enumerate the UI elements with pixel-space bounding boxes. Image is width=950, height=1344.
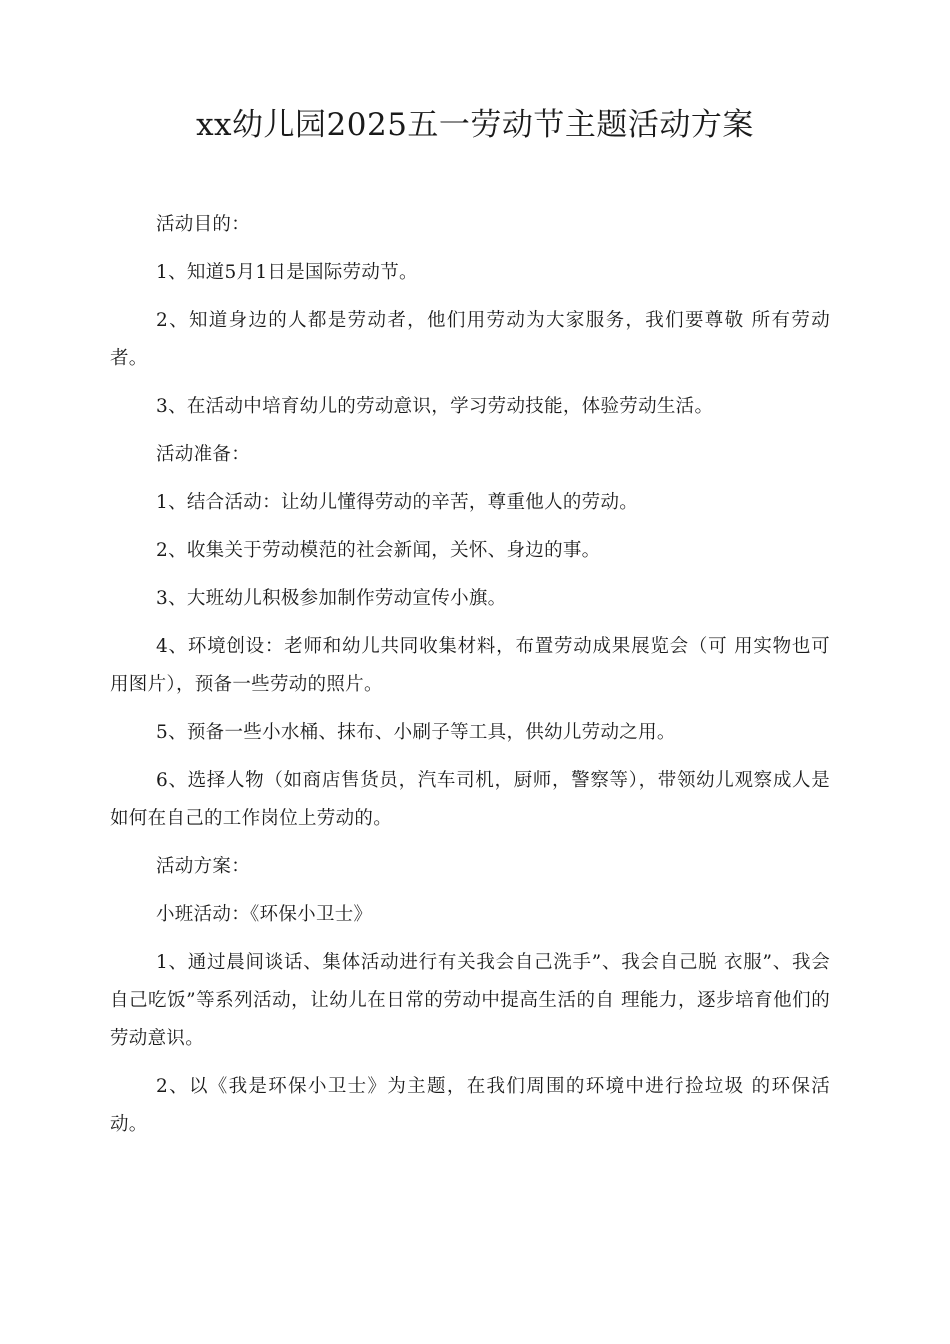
paragraph-13: 小班活动：《环保小卫士》 bbox=[156, 904, 373, 925]
paragraph-6: 1、结合活动：让幼儿懂得劳动的辛苦，尊重他人的劳动。 bbox=[156, 492, 639, 513]
paragraph-9: 4、环境创设：老师和幼儿共同收集材料，布置劳动成果展览会（可 用实物也可用图片），预备一些劳动的照片。 bbox=[110, 636, 830, 695]
paragraph-2: 1、知道5月1日是国际劳动节。 bbox=[156, 262, 418, 283]
paragraph-1: 活动目的： bbox=[156, 214, 251, 235]
document-body bbox=[110, 206, 830, 1154]
paragraph-11: 6、选择人物（如商店售货员，汽车司机，厨师，警察等），带领幼儿观察成人是如何在自己的工作岗位上劳动的。 bbox=[110, 770, 830, 829]
paragraph-10: 5、预备一些小水桶、抹布、小刷子等工具，供幼儿劳动之用。 bbox=[156, 722, 676, 743]
paragraph-14: 1、通过晨间谈话、集体活动进行有关我会自己洗手”、我会自己脱 衣服”、我会自己吃饭”等系列活动，让幼儿在日常的劳动中提高生活的自 理能力，逐步培育他们的劳动意识。 bbox=[110, 952, 830, 1049]
paragraph-7: 2、收集关于劳动模范的社会新闻，关怀、身边的事。 bbox=[156, 540, 601, 561]
paragraph-3: 2、知道身边的人都是劳动者，他们用劳动为大家服务，我们要尊敬 所有劳动者。 bbox=[110, 310, 830, 369]
paragraph-12: 活动方案： bbox=[156, 856, 251, 877]
paragraph-15: 2、以《我是环保小卫士》为主题，在我们周围的环境中进行捡垃圾 的环保活动。 bbox=[110, 1076, 830, 1135]
paragraph-5: 活动准备： bbox=[156, 444, 251, 465]
paragraph-8: 3、大班幼儿积极参加制作劳动宣传小旗。 bbox=[156, 588, 507, 609]
document-title: xx幼儿园2025五一劳动节主题活动方案 bbox=[196, 107, 754, 143]
paragraph-4: 3、在活动中培育幼儿的劳动意识，学习劳动技能，体验劳动生活。 bbox=[156, 396, 714, 417]
